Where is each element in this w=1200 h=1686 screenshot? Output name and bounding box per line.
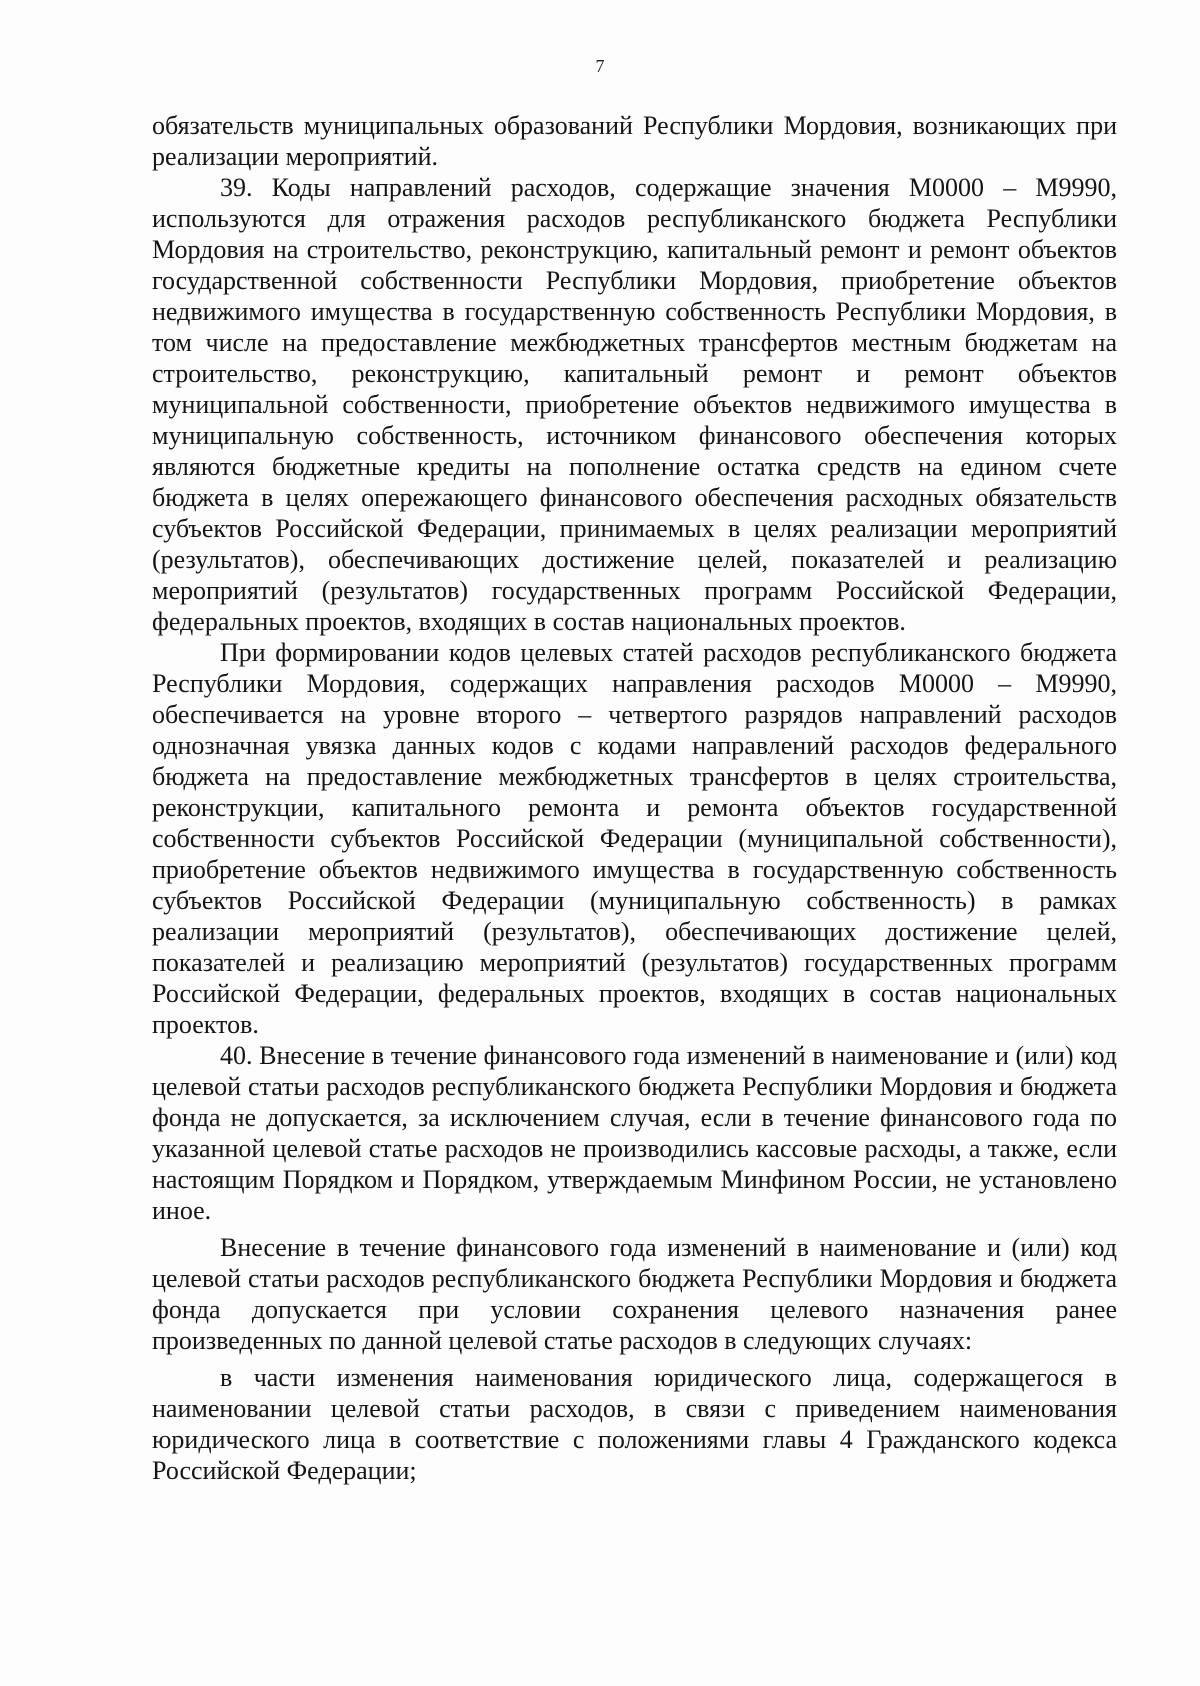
paragraph-item-39: 39. Коды направлений расходов, содержащие значения М0000 – М9990, используются для отражения расходов республиканского бюджета Республики Мордовия на строительство, реконструкцию, капитальный ремонт и ремонт объектов государственной собственности Республики Мордовия, приобретение объектов недвижимого имущества в государственную собственность Республики Мордовия, в том числе на предоставление межбюджетных трансфертов местным бюджетам на строительство, реконструкцию, капитальный ремонт и ремонт объектов муниципальной собственности, приобретение объектов недвижимого имущества в муниципальную собственность, источником финансового обеспечения которых являются бюджетные кредиты на пополнение остатка средств на едином счете бюджета в целях опережающего финансового обеспечения расходных обязательств субъектов Российской Федерации, принимаемых в целях реализации мероприятий (результатов), обеспечивающих достижение целей, показателей и реализацию мероприятий (результатов) государственных программ Российской Федерации, федеральных проектов, входящих в состав национальных проектов. — [152, 173, 1117, 636]
page-number: 7 — [595, 56, 605, 76]
paragraph-item-39-part-2: При формировании кодов целевых статей расходов республиканского бюджета Республики Мордовия, содержащих направления расходов М0000 – М9990, обеспечивается на уровне второго – четвертого разрядов направлений расходов однозначная увязка данных кодов с кодами направлений расходов федерального бюджета на предоставление межбюджетных трансфертов в целях строительства, реконструкции, капитального ремонта и ремонта объектов государственной собственности субъектов Российской Федерации (муниципальной собственности), приобретение объектов недвижимого имущества в государственную собственность субъектов Российской Федерации (муниципальную собственность) в рамках реализации мероприятий (результатов), обеспечивающих достижение целей, показателей и реализацию мероприятий (результатов) государственных программ Российской Федерации, федеральных проектов, входящих в состав национальных проектов. — [152, 638, 1117, 1039]
paragraph-continuation: обязательств муниципальных образований Республики Мордовия, возникающих при реализации мероприятий. — [152, 111, 1117, 171]
paragraph-item-40-case-1: в части изменения наименования юридического лица, содержащегося в наименовании целевой статьи расходов, в связи с приведением наименования юридического лица в соответствие с положениями главы 4 Гражданского кодекса Российской Федерации; — [152, 1363, 1117, 1485]
document-body — [152, 110, 1117, 1486]
paragraph-item-40: 40. Внесение в течение финансового года изменений в наименование и (или) код целевой статьи расходов республиканского бюджета Республики Мордовия и бюджета фонда не допускается, за исключением случая, если в течение финансового года по указанной целевой статье расходов не производились кассовые расходы, а также, если настоящим Порядком и Порядком, утверждаемым Минфином России, не установлено иное. — [152, 1041, 1117, 1225]
paragraph-item-40-part-2: Внесение в течение финансового года изменений в наименование и (или) код целевой статьи расходов республиканского бюджета Республики Мордовия и бюджета фонда допускается при условии сохранения целевого назначения ранее произведенных по данной целевой статье расходов в следующих случаях: — [152, 1233, 1117, 1355]
